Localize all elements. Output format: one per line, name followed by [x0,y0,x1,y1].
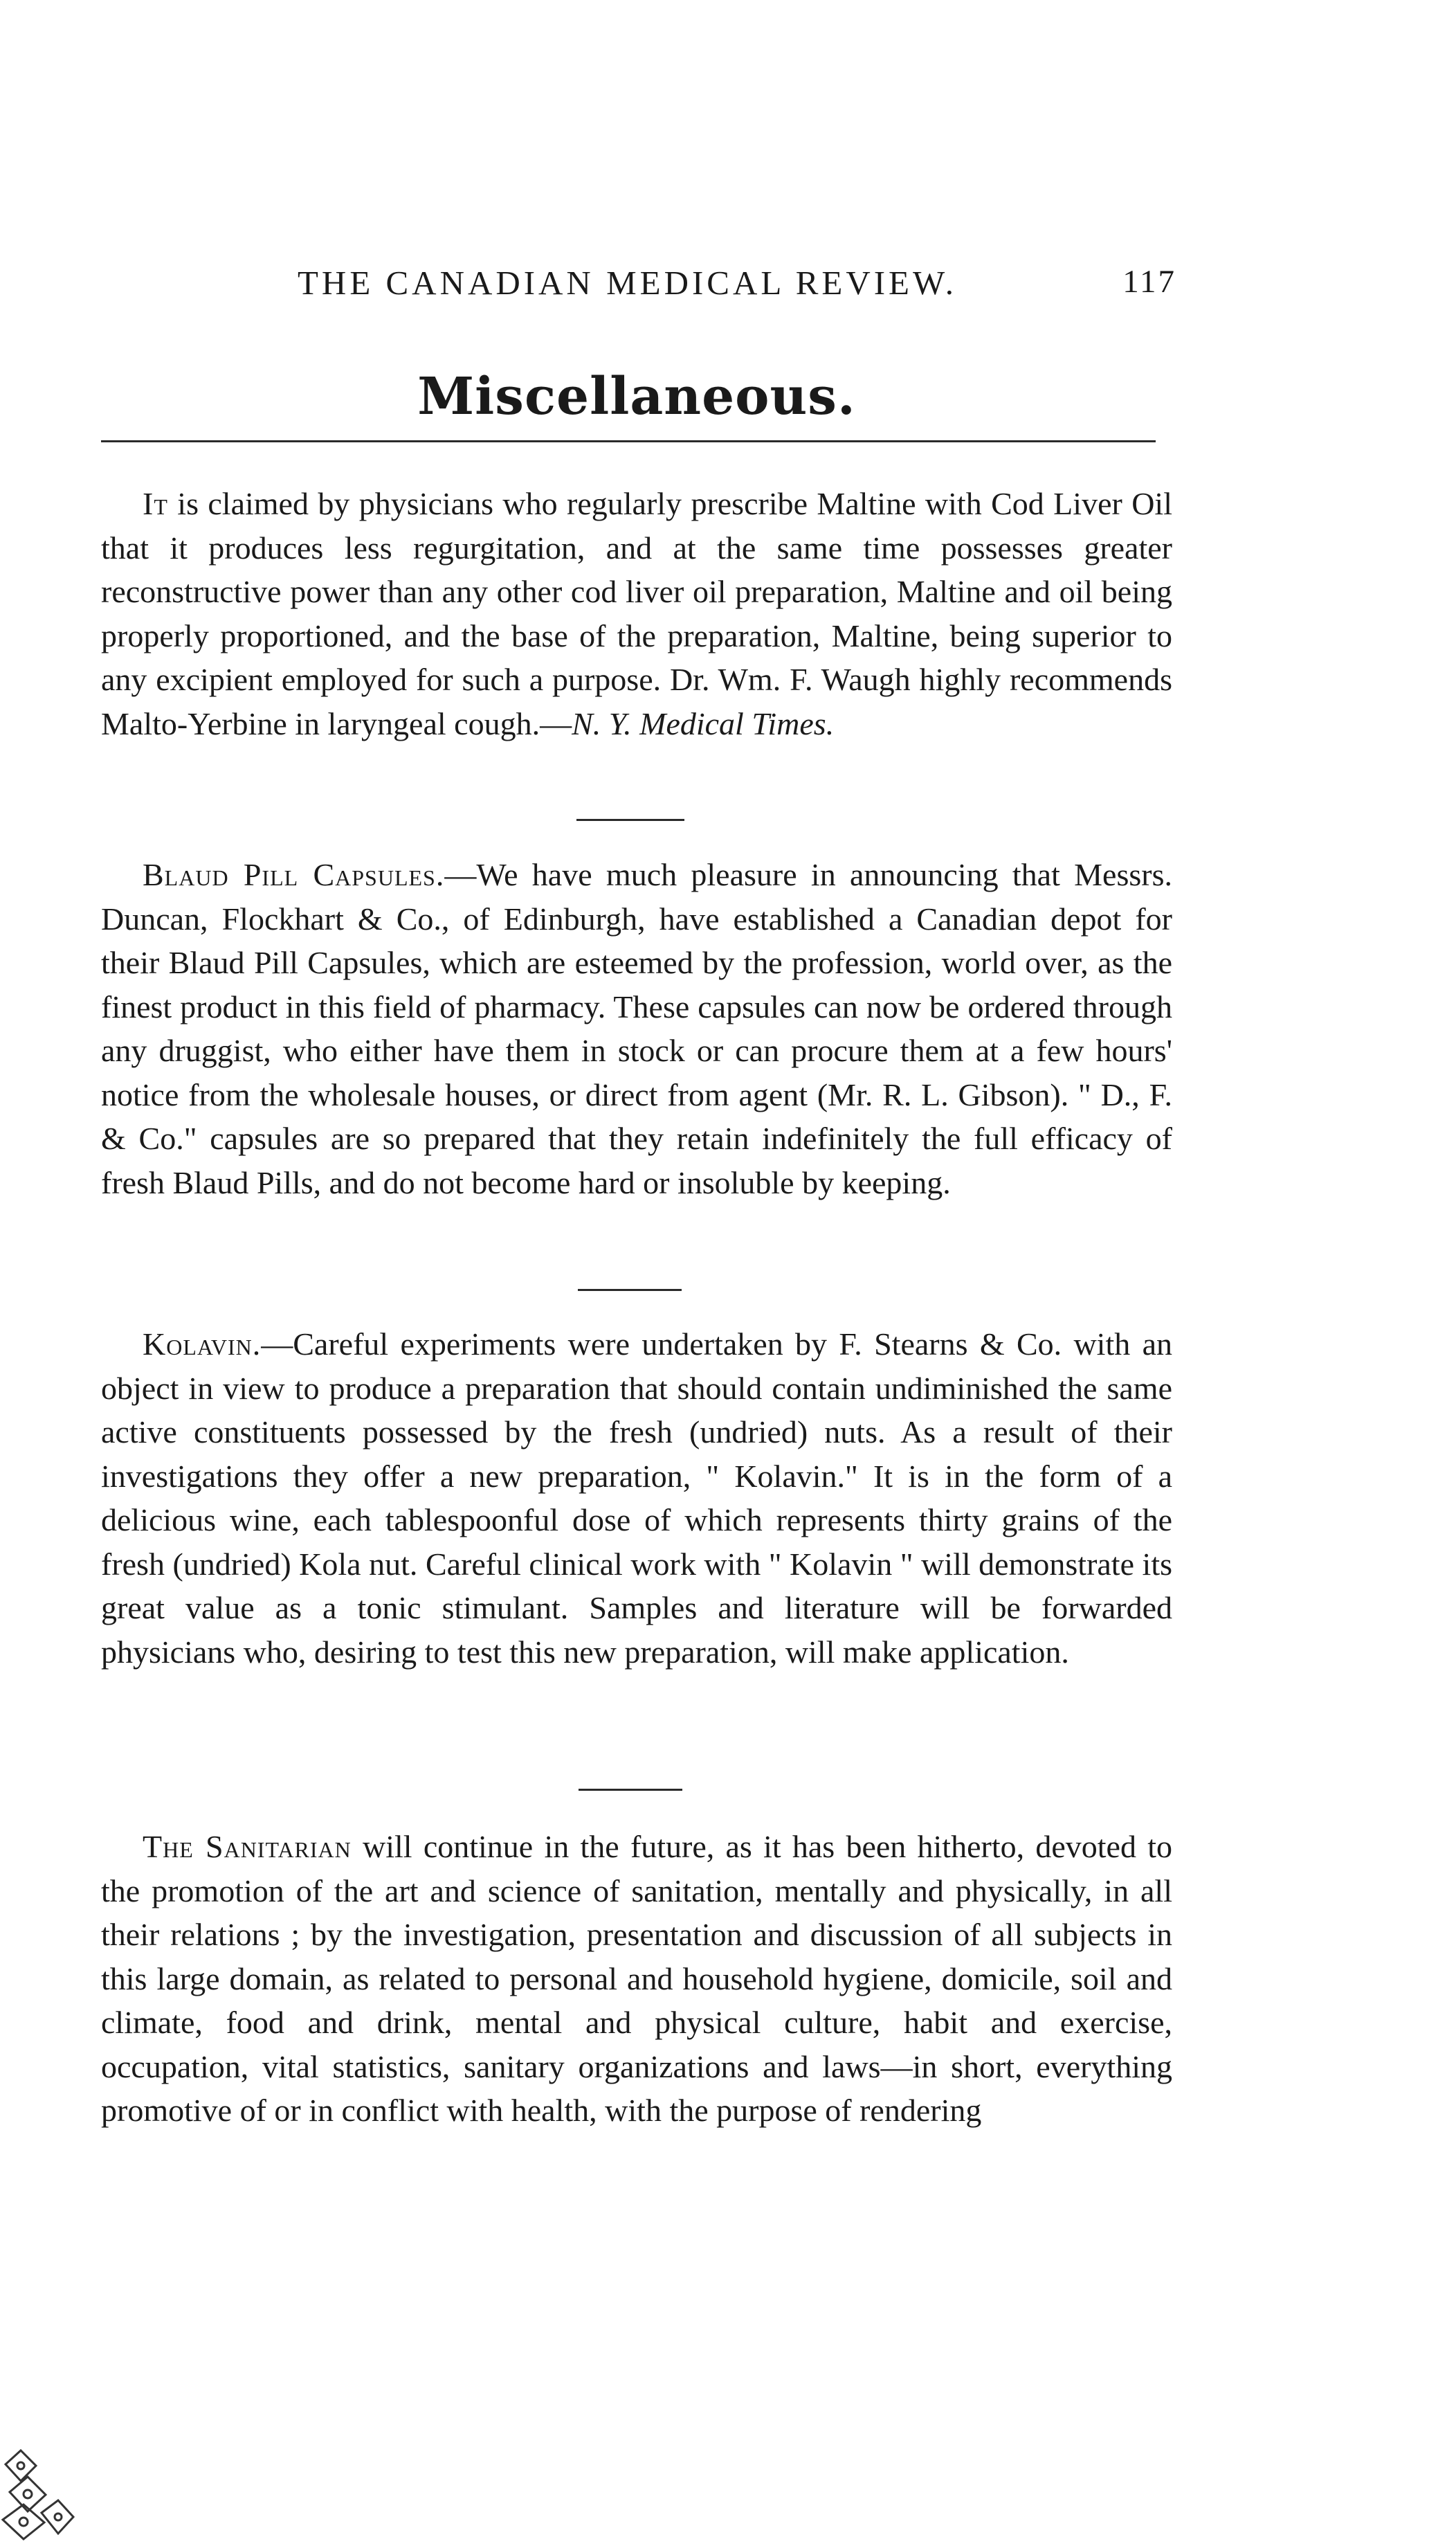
article-maltine [101,482,1172,746]
article-source: N. Y. Medical Times. [572,705,835,741]
article-body: will continue in the future, as it has been hitherto, devoted to the promotion of the art and science of sanitation, mentally and physically, in all their relations ; by the investigation, presentation and discussion of all subjects in this large domain, as related to personal and household hygiene, domicile, soil and climate, food and drink, mental and physical culture, habit and exercise, occupation, vital statistics, sanitary organizations and laws—in short, everything promotive of or in conflict with health, with the purpose of rendering [101,1829,1172,2128]
article-lead: It [143,486,168,521]
article-lead: The Sanitarian [143,1829,352,1864]
article-body: —Careful experiments were undertaken by F. Stearns & Co. with an object in view to produce a preparation that should contain undiminished the same active constituents possessed by the fresh (undried) nuts. As a result of their investigations they offer a new preparation, " Kolavin." It is in the form of a delicious wine, each tablespoonful dose of which represents thirty grains of the fresh (undried) Kola nut. Careful clinical work with " Kolavin " will demonstrate its great value as a tonic stimulant. Samples and literature will be forwarded physicians who, desiring to test this new preparation, will make application. [101,1326,1172,1670]
article-sanitarian [101,1825,1172,2133]
title-rule [101,440,1156,442]
article-lead: Blaud Pill Capsules. [143,857,445,892]
section-title: Miscellaneous. [417,367,856,426]
journal-title: THE CANADIAN MEDICAL REVIEW. [298,264,957,302]
running-head [97,263,1176,305]
page-number: 117 [1122,264,1176,300]
article-body: —We have much pleasure in announcing that Messrs. Duncan, Flockhart & Co., of Edinburgh, have established a Canadian depot for their Blaud Pill Capsules, which are esteemed by the profession, world over, as the finest product in this field of pharmacy. These capsules can now be ordered through any druggist, who either have them in stock or can procure them at a few hours' notice from the wholesale houses, or direct from agent (Mr. R. L. Gibson). " D., F. & Co." capsules are so prepared that they retain indefinitely the full efficacy of fresh Blaud Pills, and do not become hard or insoluble by keeping. [101,857,1172,1200]
article-body: is claimed by physicians who regularly prescribe Maltine with Cod Liver Oil that it produces less regurgitation, and at the same time possesses greater reconstructive power than any other cod liver oil preparation, Maltine and oil being properly proportioned, and the base of the preparation, Maltine, being superior to any excipient employed for such a purpose. Dr. Wm. F. Waugh highly recommends Malto-Yerbine in laryngeal cough.— [101,486,1172,741]
section-divider [579,1789,682,1791]
section-divider [578,1289,682,1291]
article-kolavin [101,1322,1172,1674]
section-divider [576,819,684,821]
article-lead: Kolavin. [143,1326,262,1362]
corner-ornament-icon [0,2437,76,2540]
article-blaud-pill-capsules [101,853,1172,1204]
